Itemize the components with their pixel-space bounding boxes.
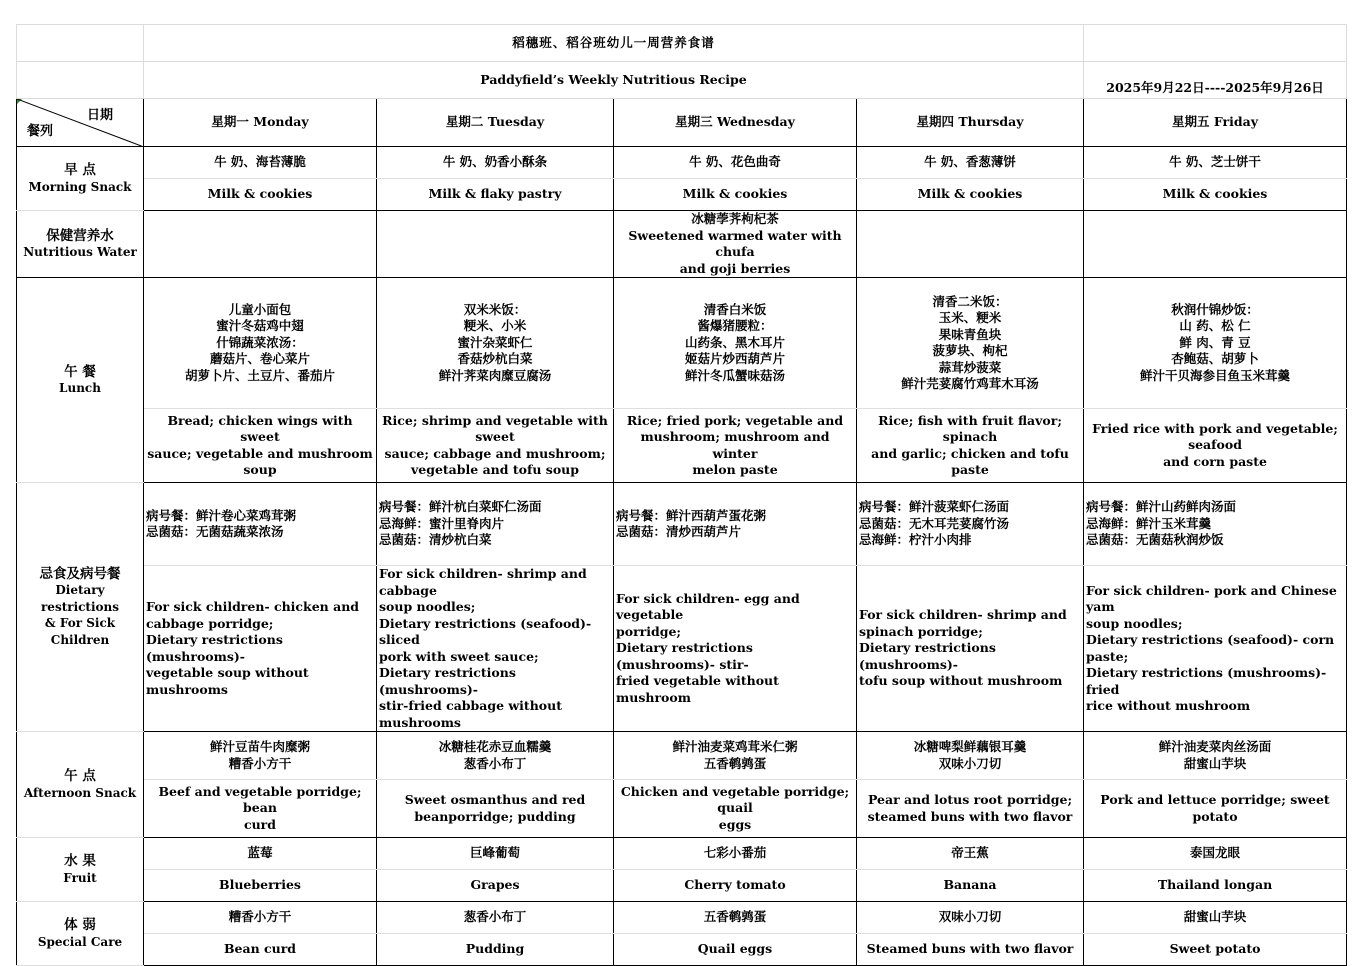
special-en-fri: Sweet potato [1084,934,1347,966]
fruit-en-thu: Banana [857,870,1084,902]
dietary-cn-row [17,483,1347,566]
date-label: 日期 [86,108,113,123]
afternoon-cn-tue: 冰糖桂花赤豆血糯羹 葱香小布丁 [377,732,614,780]
lunch-label: 午 餐 Lunch [17,278,144,483]
morning-cn-wed: 牛 奶、花色曲奇 [614,147,857,179]
special-cn-tue: 葱香小布丁 [377,902,614,934]
morning-cn-mon: 牛 奶、海苔薄脆 [144,147,377,179]
lunch-en-fri: Fried rice with pork and vegetable; seafood and corn paste [1084,409,1347,483]
day-monday: 星期一 Monday [144,99,377,147]
lunch-en-thu: Rice; fish with fruit flavor; spinach and garlic; chicken and tofu paste [857,409,1084,483]
morning-cn-fri: 牛 奶、芝士饼干 [1084,147,1347,179]
special-label: 体 弱 Special Care [17,902,144,966]
lunch-en-row [17,409,1347,483]
fruit-cn-tue: 巨峰葡萄 [377,838,614,870]
weekly-menu-table [16,24,1347,966]
dietary-cn-mon: 病号餐：鲜汁卷心菜鸡茸粥 忌菌菇：无菌菇蔬菜浓汤 [144,483,377,566]
dietary-cn-fri: 病号餐：鲜汁山药鲜肉汤面 忌海鲜：鲜汁玉米茸羹 忌菌菇：无菌菇秋润炒饭 [1084,483,1347,566]
special-cn-thu: 双味小刀切 [857,902,1084,934]
morning-en-wed: Milk & cookies [614,179,857,211]
corner-header [17,99,144,147]
dietary-en-wed: For sick children- egg and vegetable porridge; Dietary restrictions (mushrooms)- stir- fried vegetable without mushroom [614,566,857,732]
special-en-tue: Pudding [377,934,614,966]
lunch-cn-fri: 秋润什锦炒饭： 山 药、松 仁 鲜 肉、青 豆 杏鲍菇、胡萝卜 鲜汁干贝海参目鱼玉米茸羹 [1084,278,1347,409]
special-cn-wed: 五香鹌鹑蛋 [614,902,857,934]
morning-en-thu: Milk & cookies [857,179,1084,211]
water-row [17,211,1347,278]
title-row [17,25,1347,62]
day-wednesday: 星期三 Wednesday [614,99,857,147]
afternoon-en-wed: Chicken and vegetable porridge; quail eggs [614,780,857,838]
afternoon-en-tue: Sweet osmanthus and red beanporridge; pudding [377,780,614,838]
dietary-cn-tue: 病号餐：鲜汁杭白菜虾仁汤面 忌海鲜：蜜汁里脊肉片 忌菌菇：清炒杭白菜 [377,483,614,566]
afternoon-en-row [17,780,1347,838]
dietary-cn-wed: 病号餐：鲜汁西葫芦蛋花粥 忌菌菇：清炒西葫芦片 [614,483,857,566]
day-friday: 星期五 Friday [1084,99,1347,147]
day-thursday: 星期四 Thursday [857,99,1084,147]
lunch-en-wed: Rice; fried pork; vegetable and mushroom; mushroom and winter melon paste [614,409,857,483]
morning-cn-thu: 牛 奶、香葱薄饼 [857,147,1084,179]
afternoon-label: 午 点 Afternoon Snack [17,732,144,838]
afternoon-cn-row [17,732,1347,780]
morning-cn-tue: 牛 奶、奶香小酥条 [377,147,614,179]
special-cn-fri: 甜蜜山芋块 [1084,902,1347,934]
fruit-cn-wed: 七彩小番茄 [614,838,857,870]
subtitle-row [17,62,1347,99]
lunch-en-tue: Rice; shrimp and vegetable with sweet sauce; cabbage and mushroom; vegetable and tofu soup [377,409,614,483]
fruit-en-wed: Cherry tomato [614,870,857,902]
fruit-en-fri: Thailand longan [1084,870,1347,902]
dietary-cn-thu: 病号餐：鲜汁菠菜虾仁汤面 忌菌菇：无木耳芫荽腐竹汤 忌海鲜：柠汁小肉排 [857,483,1084,566]
morning-label: 早 点 Morning Snack [17,147,144,211]
water-wed: 冰糖荸荠枸杞茶 Sweetened warmed water with chufa and goji berries [614,211,857,278]
afternoon-cn-mon: 鲜汁豆苗牛肉糜粥 糟香小方干 [144,732,377,780]
dietary-en-thu: For sick children- shrimp and spinach porridge; Dietary restrictions (mushrooms)- tofu soup without mushroom [857,566,1084,732]
day-header-row [17,99,1347,147]
morning-cn-row [17,147,1347,179]
lunch-en-mon: Bread; chicken wings with sweet sauce; vegetable and mushroom soup [144,409,377,483]
water-label: 保健营养水 Nutritious Water [17,211,144,278]
afternoon-cn-thu: 冰糖啤梨鲜藕银耳羹 双味小刀切 [857,732,1084,780]
fruit-en-tue: Grapes [377,870,614,902]
date-range: 2025年9月22日----2025年9月26日 [1084,62,1347,99]
lunch-cn-mon: 儿童小面包 蜜汁冬菇鸡中翅 什锦蔬菜浓汤： 蘑菇片、卷心菜片 胡萝卜片、土豆片、番茄片 [144,278,377,409]
morning-en-row [17,179,1347,211]
fruit-en-mon: Blueberries [144,870,377,902]
dietary-en-row [17,566,1347,732]
afternoon-cn-fri: 鲜汁油麦菜肉丝汤面 甜蜜山芋块 [1084,732,1347,780]
special-en-wed: Quail eggs [614,934,857,966]
lunch-cn-tue: 双米米饭： 粳米、小米 蜜汁杂菜虾仁 香菇炒杭白菜 鲜汁荠菜肉糜豆腐汤 [377,278,614,409]
dietary-en-tue: For sick children- shrimp and cabbage soup noodles; Dietary restrictions (seafood)- sliced pork with sweet sauce; Dietary restrictions (mushrooms)- stir-fried cabbage without mushrooms [377,566,614,732]
afternoon-en-fri: Pork and lettuce porridge; sweet potato [1084,780,1347,838]
fruit-cn-thu: 帝王蕉 [857,838,1084,870]
fruit-cn-row [17,838,1347,870]
afternoon-cn-wed: 鲜汁油麦菜鸡茸米仁粥 五香鹌鹑蛋 [614,732,857,780]
morning-en-tue: Milk & flaky pastry [377,179,614,211]
morning-en-fri: Milk & cookies [1084,179,1347,211]
dietary-label: 忌食及病号餐 Dietary restrictions & For Sick Children [17,483,144,732]
afternoon-en-thu: Pear and lotus root porridge; steamed buns with two flavor [857,780,1084,838]
fruit-cn-mon: 蓝莓 [144,838,377,870]
fruit-cn-fri: 泰国龙眼 [1084,838,1347,870]
fruit-en-row [17,870,1347,902]
morning-en-mon: Milk & cookies [144,179,377,211]
lunch-cn-wed: 清香白米饭 酱爆猪腰粒： 山药条、黑木耳片 姬菇片炒西葫芦片 鲜汁冬瓜蟹味菇汤 [614,278,857,409]
special-cn-row [17,902,1347,934]
dietary-en-fri: For sick children- pork and Chinese yam soup noodles; Dietary restrictions (seafood)- corn paste; Dietary restrictions (mushrooms)- fried rice without mushroom [1084,566,1347,732]
day-tuesday: 星期二 Tuesday [377,99,614,147]
title-cn: 稻穗班、稻谷班幼儿一周营养食谱 [144,25,1084,62]
meal-label: 餐列 [27,123,54,139]
lunch-cn-row [17,278,1347,409]
special-en-thu: Steamed buns with two flavor [857,934,1084,966]
special-en-mon: Bean curd [144,934,377,966]
special-en-row [17,934,1347,966]
special-cn-mon: 糟香小方干 [144,902,377,934]
afternoon-en-mon: Beef and vegetable porridge; bean curd [144,780,377,838]
title-en: Paddyfield’s Weekly Nutritious Recipe [144,62,1084,99]
dietary-en-mon: For sick children- chicken and cabbage porridge; Dietary restrictions (mushrooms)- vegetable soup without mushrooms [144,566,377,732]
fruit-label: 水 果 Fruit [17,838,144,902]
lunch-cn-thu: 清香二米饭： 玉米、粳米 果味青鱼块 菠萝块、枸杞 蒜茸炒菠菜 鲜汁芫荽腐竹鸡茸木耳汤 [857,278,1084,409]
